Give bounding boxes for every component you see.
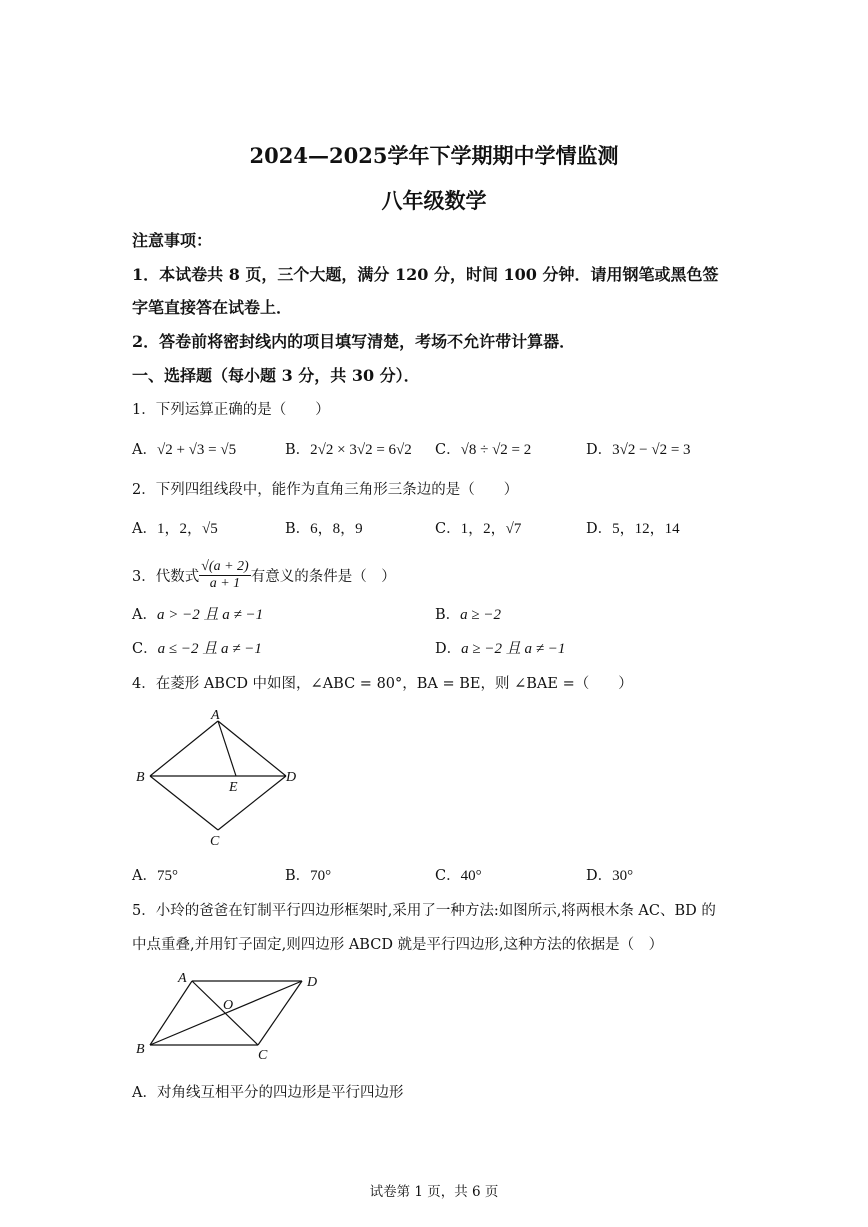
q5-stem-line-2: 中点重叠,并用钉子固定,则四边形 ABCD 就是平行四边形,这种方法的依据是（ ） xyxy=(132,937,664,953)
q5-parallelogram-figure xyxy=(130,965,330,1065)
option-text: a > −2 且 a ≠ −1 xyxy=(156,607,264,623)
q3-option-b xyxy=(435,603,501,624)
notice-line-1b: 字笔直接答在试卷上． xyxy=(132,298,293,317)
option-label: D． xyxy=(586,442,613,458)
option-text: 40° xyxy=(460,868,482,884)
option-label: C． xyxy=(435,521,461,537)
option-label: B． xyxy=(285,442,311,458)
option-text: 3√2 − √2 = 3 xyxy=(612,442,691,458)
q1-option-a xyxy=(132,438,236,459)
q5-option-a: A．对角线互相平分的四边形是平行四边形 xyxy=(132,1085,404,1101)
edge-cb xyxy=(150,776,218,830)
q3-stem-post: 有意义的条件是（ ） xyxy=(250,568,396,585)
option-text: 5，12，14 xyxy=(612,521,680,537)
q4-option-a xyxy=(132,864,178,885)
option-text: 30° xyxy=(612,868,634,884)
option-label: A． xyxy=(132,868,157,884)
q3-fraction-numerator: √(a + 2) xyxy=(201,558,249,574)
q2-option-c xyxy=(435,517,521,538)
q4-rhombus-figure xyxy=(130,700,310,855)
option-label: A． xyxy=(132,521,157,537)
vertex-label-d: D xyxy=(307,975,318,990)
option-label: A． xyxy=(132,607,157,623)
q4-option-c xyxy=(435,864,482,885)
q3-stem-pre: 3．代数式 xyxy=(132,568,200,585)
q2-option-a xyxy=(132,517,218,538)
q3-option-a xyxy=(132,603,263,624)
page-footer: 试卷第 1 页，共 6 页 xyxy=(369,1184,499,1200)
vertex-label-b: B xyxy=(136,770,145,785)
point-label-e: E xyxy=(229,780,238,795)
q4-stem: 4．在菱形 ABCD 中如图，∠ABC = 80°，BA = BE，则 ∠BAE =（ ） xyxy=(132,676,633,692)
option-label: C． xyxy=(132,641,158,657)
vertex-label-a: A xyxy=(178,971,187,986)
diagonal-bd xyxy=(150,981,302,1045)
option-text: a ≥ −2 xyxy=(460,607,502,623)
q4-option-b xyxy=(285,864,331,885)
option-text: 70° xyxy=(310,868,332,884)
section-1-heading: 一、选择题（每小题 3 分，共 30 分）． xyxy=(132,366,420,385)
option-label: B． xyxy=(285,868,311,884)
vertex-label-d: D xyxy=(286,770,297,785)
option-text: a ≥ −2 且 a ≠ −1 xyxy=(461,641,566,657)
q3-option-c xyxy=(132,637,262,658)
option-label: B． xyxy=(435,607,461,623)
page-title: 2024—2025学年下学期期中学情监测 xyxy=(249,143,619,168)
option-label: C． xyxy=(435,442,461,458)
q1-option-c xyxy=(435,438,531,459)
option-text: 2√2 × 3√2 = 6√2 xyxy=(310,442,412,458)
option-text: √8 ÷ √2 = 2 xyxy=(460,442,532,458)
q2-option-b xyxy=(285,517,363,538)
point-label-o: O xyxy=(223,998,234,1013)
page-subtitle: 八年级数学 xyxy=(381,188,487,213)
q1-option-b xyxy=(285,438,412,459)
q1-stem: 1．下列运算正确的是（ ） xyxy=(132,402,330,418)
edge-ad xyxy=(218,721,286,776)
q3-stem xyxy=(132,555,396,595)
option-label: B． xyxy=(285,521,311,537)
notice-line-2: 2．答卷前将密封线内的项目填写清楚，考场不允许带计算器． xyxy=(132,332,576,351)
option-label: D． xyxy=(586,521,613,537)
option-label: D． xyxy=(435,641,462,657)
vertex-label-b: B xyxy=(136,1042,145,1057)
option-text: 1，2，√5 xyxy=(156,521,218,537)
option-text: 1，2，√7 xyxy=(460,521,522,537)
option-label: D． xyxy=(586,868,613,884)
option-text: 75° xyxy=(156,868,178,884)
q4-option-d xyxy=(586,864,633,885)
q3-fraction-denominator: a + 1 xyxy=(209,575,241,591)
vertex-label-c: C xyxy=(210,834,220,849)
notice-heading: 注意事项： xyxy=(132,231,213,250)
q2-stem: 2．下列四组线段中，能作为直角三角形三条边的是（ ） xyxy=(132,482,519,498)
option-label: A． xyxy=(132,442,157,458)
option-text: 6，8，9 xyxy=(310,521,363,537)
q3-option-d xyxy=(435,637,565,658)
option-label: C． xyxy=(435,868,461,884)
vertex-label-c: C xyxy=(258,1048,268,1063)
q2-option-d xyxy=(586,517,680,538)
option-text: a ≤ −2 且 a ≠ −1 xyxy=(157,641,262,657)
vertex-label-a: A xyxy=(211,708,220,723)
option-text: √2 + √3 = √5 xyxy=(156,442,237,458)
segment-ae xyxy=(218,721,236,776)
q1-option-d xyxy=(586,438,691,459)
q3-fraction xyxy=(199,559,250,592)
edge-ba xyxy=(150,981,192,1045)
notice-line-1a: 1．本试卷共 8 页，三个大题，满分 120 分，时间 100 分钟．请用钢笔或黑色签 xyxy=(132,265,719,284)
edge-ba xyxy=(150,721,218,776)
q5-stem-line-1: 5．小玲的爸爸在钉制平行四边形框架时,采用了一种方法:如图所示,将两根木条 AC、BD 的 xyxy=(132,903,716,919)
